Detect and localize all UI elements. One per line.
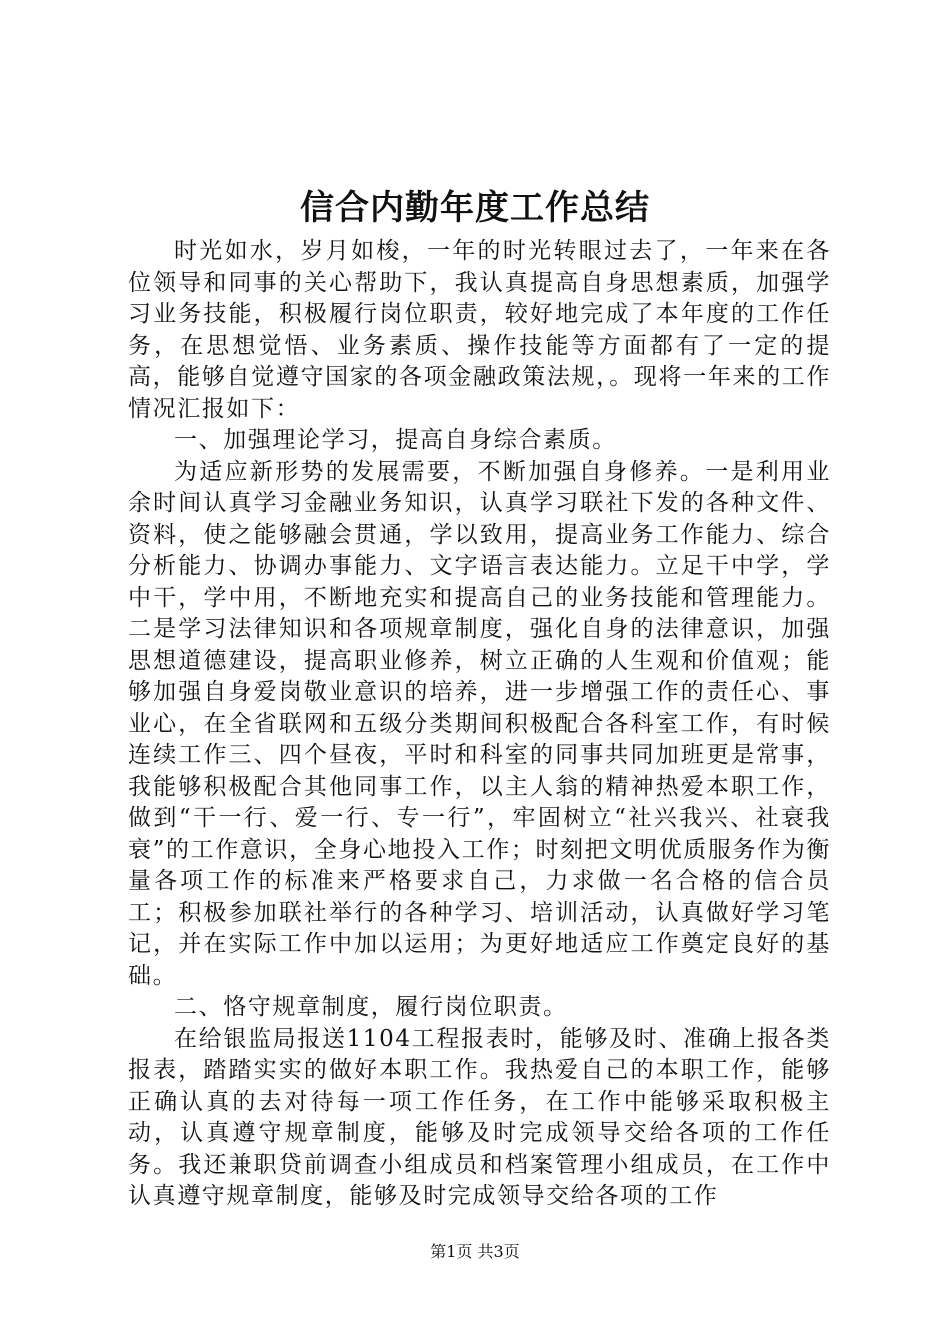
intro-paragraph: 时光如水，岁月如梭，一年的时光转眼过去了，一年来在各位领导和同事的关心帮助下，我认真提高自身思想素质，加强学习业务技能，积极履行岗位职责，较好地完成了本年度的工作任务，在思想觉悟、业务素质、操作技能等方面都有了一定的提高，能够自觉遵守国家的各项金融政策法规，。现将一年来的工作情况汇报如下： [128, 238, 831, 422]
document-title: 信合内勤年度工作总结 [300, 188, 650, 228]
section-heading-2: 二、恪守规章制度，履行岗位职责。 [174, 994, 568, 1020]
section-heading-1: 一、加强理论学习，提高自身综合素质。 [174, 427, 617, 453]
section-paragraph-1: 为适应新形势的发展需要，不断加强自身修养。一是利用业余时间认真学习金融业务知识，认真学习联社下发的各种文件、资料，使之能够融会贯通，学以致用，提高业务工作能力、综合分析能力、协调办事能力、文字语言表达能力。立足干中学，学中干，学中用，不断地充实和提高自己的业务技能和管理能力。二是学习法律知识和各项规章制度，强化自身的法律意识，加强思想道德建设，提高职业修养，树立正确的人生观和价值观；能够加强自身爱岗敬业意识的培养，进一步增强工作的责任心、事业心，在全省联网和五级分类期间积极配合各科室工作，有时候连续工作三、四个昼夜，平时和科室的同事共同加班更是常事，我能够积极配合其他同事工作，以主人翁的精神热爱本职工作，做到“干一行、爱一行、专一行”，牢固树立“社兴我兴、社衰我衰”的工作意识，全身心地投入工作；时刻把文明优质服务作为衡量各项工作的标准来严格要求自己，力求做一名合格的信合员工；积极参加联社举行的各种学习、培训活动，认真做好学习笔记，并在实际工作中加以运用；为更好地适应工作奠定良好的基础。 [128, 458, 831, 989]
section-paragraph-2: 在给银监局报送1104工程报表时，能够及时、准确上报各类报表，踏踏实实的做好本职工作。我热爱自己的本职工作，能够正确认真的去对待每一项工作任务，在工作中能够采取积极主动，认真遵守规章制度，能够及时完成领导交给各项的工作任务。我还兼职贷前调查小组成员和档案管理小组成员，在工作中认真遵守规章制度，能够及时完成领导交给各项的工作 [128, 1025, 831, 1209]
document-body [128, 236, 831, 1213]
page-number-footer: 第1页 共3页 [430, 1242, 520, 1261]
